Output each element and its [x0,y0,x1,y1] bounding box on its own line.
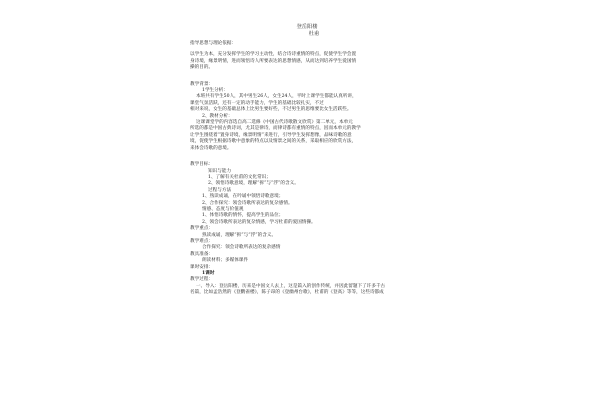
guiding-heading: 指导思想与理论依据： [190,41,237,46]
material-line-5: 来体会诗歌的意境。 [190,145,232,151]
goal-line-5: 1、熟读成诵，在吟诵中领悟诗歌意境； [202,194,284,200]
process-heading: 教学过程： [190,277,214,283]
goal-line-7: 情感、态度与价值观 [202,206,244,212]
key-points-text: 熟读成诵，理解“拆”与“浮”的含义。 [202,232,277,238]
guiding-line-1: 以学生为本，充分发挥学生的学习主动性，结合诗诗重情的特点，促使学生学会置 [190,52,357,58]
guiding-line-2: 身诗境，缘景明情，进而领悟诗人所要表达的思想情感，从而达到培养学生爱国情 [190,58,357,64]
background-heading: 教学背景： [190,81,214,87]
key-points-heading: 教学重点： [190,226,214,232]
page-title: 登岳阳楼 [296,24,318,30]
guiding-line-3: 操的目的。 [190,65,214,71]
goal-line-4: 过程与方法 [208,187,232,193]
material-analysis-title: 2、教材分析： [202,113,233,119]
teaching-aids-heading: 教具准备： [190,251,214,257]
process-line-1: 一、导入：登岳阳楼，历来是中国文人去上，这是篇入的创作传统，并因此留题下了许多千古 [196,283,386,289]
teaching-aids-text: 朗读材料；多媒体课件 [202,258,249,264]
student-line-1: 本班共有学生50人，其中男生26人，女生24人，平时上课学生都能认真听讲， [196,94,357,100]
material-line-4: 境，促使学生根据诗歌中意象的特点以及情景之间的关系，采取相应的欣赏方法， [190,139,357,145]
goal-line-1: 知识与能力 [208,168,232,174]
class-hours-text: 1课时 [202,271,215,276]
process-line-2: 名篇，比如孟浩然的《登鹳雀楼》，陈子昂的《登幽州台歌》，杜甫的《登高》等等，这些诗都成 [190,290,384,296]
class-hours-heading: 课时安排： [190,264,214,270]
author-name: 杜甫 [308,31,320,37]
difficult-points-text: 合作探究：领会诗歌所表达的复杂感情 [202,245,281,251]
document-body [190,24,416,297]
goal-line-8: 1、体悟诗歌的情怀，提高学生的品位； [202,213,284,219]
goal-line-9: 2、领会诗歌所表达的复杂情感，学习杜甫的爱国情操。 [202,219,316,225]
student-line-2: 课堂气氛活跃，还有一定的动手能力，学生的基础比较扎实，不过 [190,100,324,106]
material-line-1: 这课课堂学的内容选自高二选修《中国古代诗歌散文欣赏》第二单元，本单元 [196,120,353,126]
difficult-points-heading: 教学难点： [190,238,214,244]
goal-line-2: 1、了解有关杜甫的文化常识； [208,174,271,180]
material-line-3: 让学生围绕着“置身诗境，缘景明情”来进行，引导学生发挥想像，品味诗歌的意 [190,132,352,138]
goals-heading: 教学目标： [190,162,214,168]
student-analysis-title: 1学生分析： [202,88,229,94]
material-line-2: 所选的都是中国古典诗词，尤其是律诗，而律诗都有重情的特点，因而本单元的教学 [190,126,361,132]
goal-line-6: 2、合作探究：领会诗歌所表达的复杂感情。 [202,200,293,206]
goal-line-3: 2、领悟诗歌意境，理解“拆”与“浮”的含义。 [208,181,299,187]
student-line-3: 相对来说，女生的基础总体上比男生要好些，不过男生的思维要比女生活跃些。 [190,107,352,113]
